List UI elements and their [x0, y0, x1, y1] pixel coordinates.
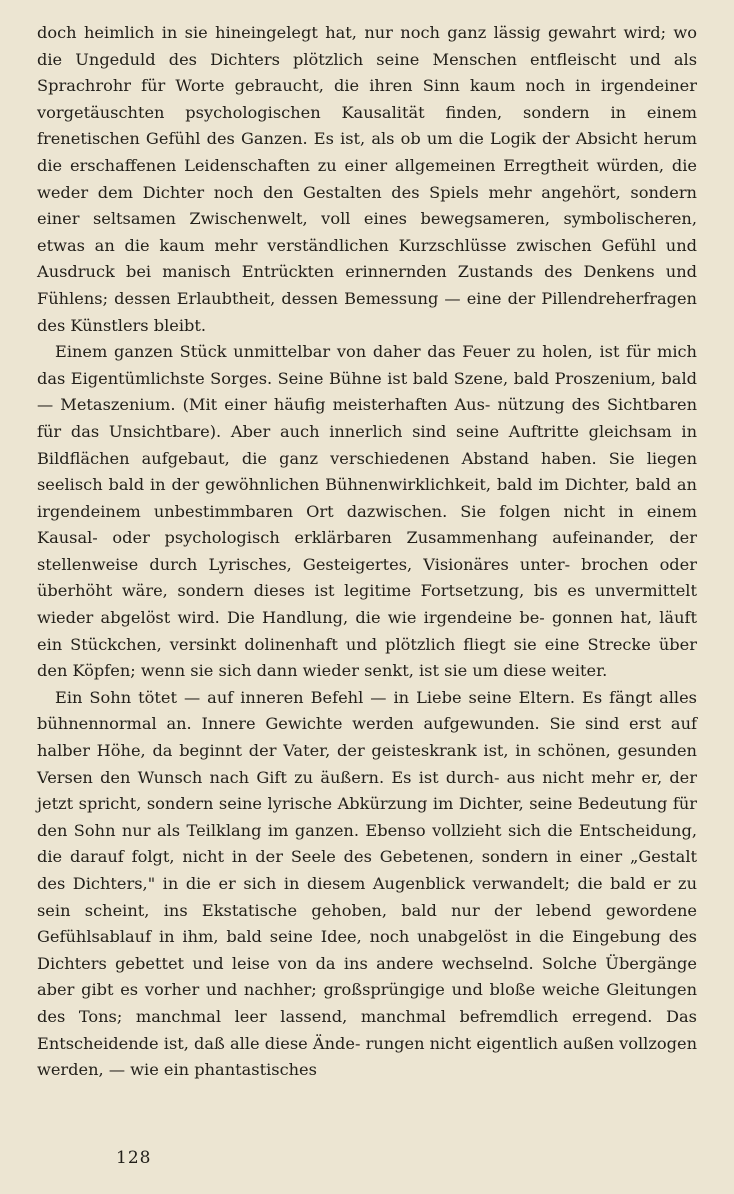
paragraph-3: Ein Sohn tötet — auf inneren Befehl — in Liebe seine Eltern. Es fängt alles bühnennormal an. Innere Gewichte werden aufgewunden. Sie sind erst auf halber Höhe, da beginnt der Vater, der geisteskrank ist, in schönen, gesunden Versen den Wunsch nach Gift zu äußern. Es ist durch- aus nicht mehr er, der jetzt spricht, sondern seine lyrische Abkürzung im Dichter, seine Bedeutung für den Sohn nur als Teilklang im ganzen. Ebenso vollzieht sich die Entscheidung, die darauf folgt, nicht in der Seele des Gebetenen, sondern in einer „Gestalt des Dichters," in die er sich in diesem Augenblick verwandelt; die bald er zu sein scheint, ins Ekstatische gehoben, bald nur der lebend gewordene Gefühlsablauf in ihm, bald seine Idee, noch unabgelöst in die Eingebung des Dichters gebettet und leise von da ins andere wechselnd. Solche Übergänge aber gibt es vorher und nachher; großsprüngige und bloße weiche Gleitungen des Tons; manchmal leer lassend, manchmal befremdlich erregend. Das Entscheidende ist, daß alle diese Ände- rungen nicht eigentlich außen vollzogen werden, — wie ein phantastisches: [37, 687, 697, 1080]
page-number: 128: [116, 1148, 152, 1168]
paragraph-1: doch heimlich in sie hineingelegt hat, nur noch ganz lässig gewahrt wird; wo die Ungeduld des Dichters plötzlich seine Menschen entfleischt und als Sprachrohr für Worte gebraucht, die ihren Sinn kaum noch in irgendeiner vorgetäuschten psychologischen Kausalität finden, sondern in einem frenetischen Gefühl des Ganzen. Es ist, als ob um die Logik der Absicht herum die erschaffenen Leidenschaften zu einer allgemeinen Erregtheit würden, die weder dem Dichter noch den Gestalten des Spiels mehr angehört, sondern einer seltsamen Zwischenwelt, voll eines bewegsameren, symbolischeren, etwas an die kaum mehr verständlichen Kurzschlüsse zwischen Gefühl und Ausdruck bei manisch Entrückten erinnernden Zustands des Denkens und Fühlens; dessen Erlaubtheit, dessen Bemessung — eine der Pillendreherfragen des Künstlers bleibt.: [37, 23, 697, 335]
body-text: [37, 20, 697, 1084]
paragraph-2: Einem ganzen Stück unmittelbar von daher das Feuer zu holen, ist für mich das Eigentümlichste Sorges. Seine Bühne ist bald Szene, bald Proszenium, bald — Metaszenium. (Mit einer häufig meisterhaften Aus- nützung des Sichtbaren für das Unsichtbare). Aber auch innerlich sind seine Auftritte gleichsam in Bildflächen aufgebaut, die ganz verschiedenen Abstand haben. Sie liegen seelisch bald in der gewöhnlichen Bühnenwirklichkeit, bald im Dichter, bald an irgendeinem unbestimmbaren Ort dazwischen. Sie folgen nicht in einem Kausal- oder psychologisch erklärbaren Zusammenhang aufeinander, der stellenweise durch Lyrisches, Gesteigertes, Visionäres unter- brochen oder überhöht wäre, sondern dieses ist legitime Fortsetzung, bis es unvermittelt wieder abgelöst wird. Die Handlung, die wie irgendeine be- gonnen hat, läuft ein Stückchen, versinkt dolinenhaft und plötzlich fliegt sie eine Strecke über den Köpfen; wenn sie sich dann wieder senkt, ist sie um diese weiter.: [37, 342, 697, 681]
